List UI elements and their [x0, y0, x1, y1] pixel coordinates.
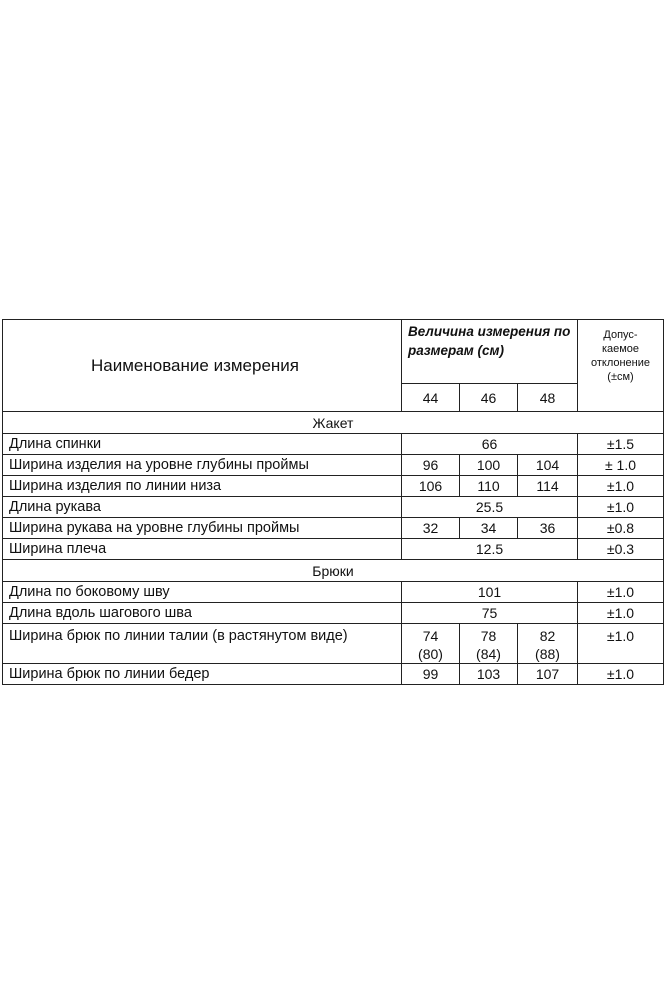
size-value-text: 32 [422, 520, 439, 536]
sizes-header: Величина измерения по размерам (см) [402, 320, 578, 384]
size-value-text: 36 [539, 520, 556, 536]
size-value-text: 103 [476, 666, 501, 682]
header-row [3, 320, 664, 384]
section-title: Брюки [3, 560, 664, 582]
tolerance-value: ±0.8 [578, 518, 664, 539]
tolerance-header-line: Допус- [603, 329, 638, 341]
measurement-row [3, 476, 664, 497]
size-value-text: 82 [539, 628, 556, 644]
section-row [3, 412, 664, 434]
measurement-row [3, 539, 664, 560]
size-value [402, 476, 460, 497]
section-title: Жакет [3, 412, 664, 434]
tolerance-value: ±1.0 [578, 624, 664, 664]
size-value [402, 455, 460, 476]
size-value-text: 74 [422, 628, 439, 644]
size-value [518, 624, 578, 664]
measurement-name: Ширина изделия по линии низа [3, 476, 402, 497]
size-value-text: 114 [536, 478, 559, 494]
size-value [402, 518, 460, 539]
size-chart-table [2, 319, 664, 685]
size-value [460, 664, 518, 685]
measurement-row [3, 497, 664, 518]
measurement-name: Длина вдоль шагового шва [3, 603, 402, 624]
tolerance-value: ±1.0 [578, 582, 664, 603]
size-value-text: 110 [477, 478, 500, 494]
size-value-text: 104 [535, 457, 560, 473]
common-value: 101 [402, 582, 578, 603]
size-value-stretched: (88) [535, 646, 560, 662]
size-value-text: 100 [476, 457, 501, 473]
tolerance-value: ±1.0 [578, 497, 664, 518]
tolerance-header [578, 320, 664, 412]
size-value-text: 34 [480, 520, 497, 536]
size-value-stretched: (84) [476, 646, 501, 662]
common-value: 25.5 [402, 497, 578, 518]
measurement-row [3, 518, 664, 539]
measurement-name: Длина по боковому шву [3, 582, 402, 603]
measurement-row [3, 603, 664, 624]
size-value-text: 99 [422, 666, 439, 682]
tolerance-value: ± 1.0 [578, 455, 664, 476]
tolerance-header-line: каемое [601, 343, 640, 355]
common-value: 66 [402, 434, 578, 455]
measurement-name: Ширина плеча [3, 539, 402, 560]
size-value [460, 476, 518, 497]
measurement-row [3, 664, 664, 685]
tolerance-header-line: отклонение [590, 357, 651, 369]
section-row [3, 560, 664, 582]
tolerance-value: ±1.5 [578, 434, 664, 455]
measurement-name: Ширина брюк по линии бедер [3, 664, 402, 685]
tolerance-value: ±1.0 [578, 476, 664, 497]
size-48: 48 [518, 384, 578, 412]
size-value-text: 78 [480, 628, 497, 644]
size-value-text: 106 [418, 478, 443, 494]
size-value-stretched: (80) [418, 646, 443, 662]
size-value [460, 518, 518, 539]
size-value [460, 455, 518, 476]
size-value [460, 624, 518, 664]
common-value: 12.5 [402, 539, 578, 560]
measurement-row [3, 582, 664, 603]
measurement-name: Длина спинки [3, 434, 402, 455]
size-value-text: 107 [535, 666, 560, 682]
measurement-name-header: Наименование измерения [3, 320, 402, 412]
size-value [518, 518, 578, 539]
measurement-row [3, 455, 664, 476]
common-value: 75 [402, 603, 578, 624]
tolerance-value: ±1.0 [578, 603, 664, 624]
size-44: 44 [402, 384, 460, 412]
measurement-row [3, 624, 664, 664]
size-46: 46 [460, 384, 518, 412]
measurement-name: Длина рукава [3, 497, 402, 518]
measurement-name: Ширина изделия на уровне глубины проймы [3, 455, 402, 476]
size-value [402, 664, 460, 685]
tolerance-value: ±1.0 [578, 664, 664, 685]
tolerance-value: ±0.3 [578, 539, 664, 560]
size-value [402, 624, 460, 664]
tolerance-header-line: (±см) [607, 371, 634, 383]
measurement-name: Ширина брюк по линии талии (в растянутом виде) [3, 624, 402, 664]
measurement-name: Ширина рукава на уровне глубины проймы [3, 518, 402, 539]
size-value-text: 96 [422, 457, 439, 473]
measurement-row [3, 434, 664, 455]
size-value [518, 455, 578, 476]
size-value [518, 476, 578, 497]
size-value [518, 664, 578, 685]
